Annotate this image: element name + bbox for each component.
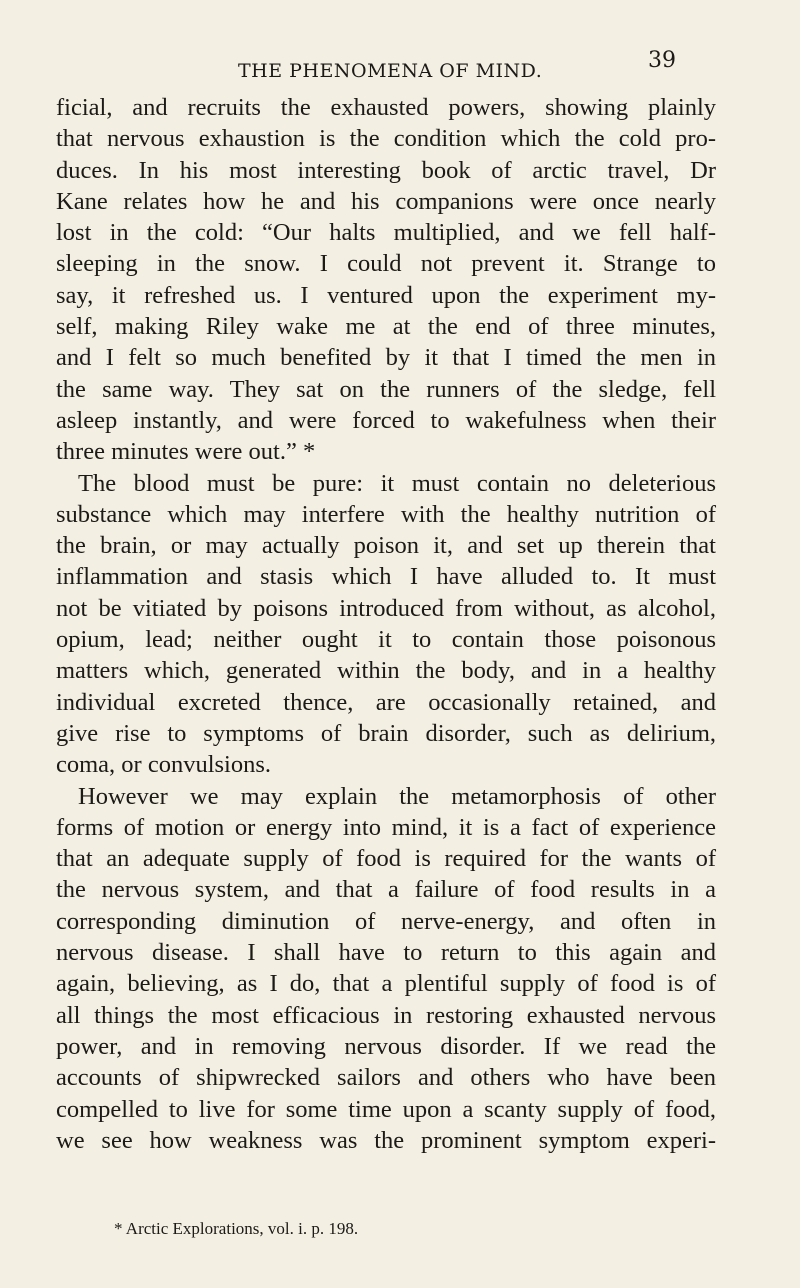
text-line: not be vitiated by poisons introduced from without, as alcohol, (56, 594, 716, 622)
text-line: and I felt so much benefited by it that I timed the men in (56, 344, 716, 372)
text-line: substance which may interfere with the healthy nutrition of (56, 500, 716, 528)
running-head: THE PHENOMENA OF MIND. (238, 60, 543, 82)
text-line: matters which, generated within the body, and in a healthy (56, 657, 716, 685)
text-line: opium, lead; neither ought it to contain those poisonous (56, 626, 716, 654)
text-line: power, and in removing nervous disorder. If we read the (56, 1032, 716, 1060)
text-line: accounts of shipwrecked sailors and others who have been (56, 1064, 716, 1092)
footnote: * Arctic Explorations, vol. i. p. 198. (114, 1219, 359, 1238)
text-line: corresponding diminution of nerve-energy, and often in (56, 907, 716, 935)
text-line: sleeping in the snow. I could not prevent it. Strange to (56, 250, 716, 278)
text-line: asleep instantly, and were forced to wakefulness when their (56, 406, 716, 434)
text-line: three minutes were out.” * (56, 438, 316, 466)
text-line: inflammation and stasis which I have alluded to. It must (56, 563, 716, 591)
text-line: that nervous exhaustion is the condition which the cold pro- (56, 125, 716, 153)
page-header (0, 48, 800, 88)
body-text (56, 92, 716, 1156)
text-line: self, making Riley wake me at the end of three minutes, (56, 313, 716, 341)
text-line: that an adequate supply of food is required for the wants of (56, 845, 716, 873)
text-line: again, believing, as I do, that a plentiful supply of food is of (56, 970, 716, 998)
text-line: forms of motion or energy into mind, it is a fact of experience (56, 813, 716, 841)
text-line: individual excreted thence, are occasionally retained, and (56, 688, 716, 716)
text-line: the brain, or may actually poison it, and set up therein that (56, 532, 716, 560)
text-line: all things the most efficacious in restoring exhausted nervous (56, 1001, 716, 1029)
text-line: Kane relates how he and his companions were once nearly (56, 187, 716, 215)
text-line: the nervous system, and that a failure of food results in a (56, 876, 716, 904)
text-line: compelled to live for some time upon a scanty supply of food, (56, 1095, 716, 1123)
text-line: the same way. They sat on the runners of the sledge, fell (56, 375, 716, 403)
text-line: nervous disease. I shall have to return to this again and (56, 939, 716, 967)
text-line: say, it refreshed us. I ventured upon the experiment my- (56, 281, 716, 309)
text-line: lost in the cold: “Our halts multiplied, and we fell half- (56, 219, 716, 247)
text-line: ficial, and recruits the exhausted powers, showing plainly (56, 94, 716, 121)
page-number: 39 (648, 48, 676, 73)
text-line: The blood must be pure: it must contain no deleterious (78, 469, 716, 497)
text-line: coma, or convulsions. (56, 751, 272, 779)
text-line: However we may explain the metamorphosis of other (78, 782, 716, 810)
text-line: duces. In his most interesting book of arctic travel, Dr (56, 156, 716, 184)
text-line: we see how weakness was the prominent symptom experi- (56, 1126, 716, 1154)
text-line: give rise to symptoms of brain disorder, such as delirium, (56, 719, 716, 747)
